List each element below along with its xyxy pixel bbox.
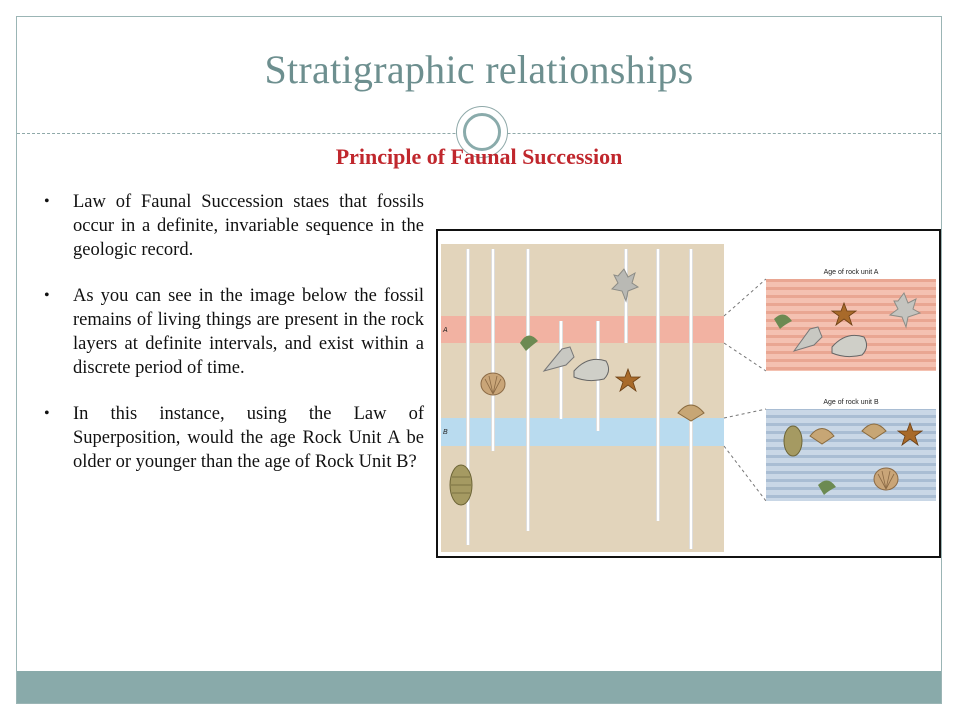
inset-rock-unit-a [766, 279, 936, 371]
bullet-item [44, 284, 424, 380]
bullet-text: Law of Faunal Succession staes that fossils occur in a definite, invariable sequence in the geologic record. [73, 192, 424, 260]
rock-column [441, 244, 724, 552]
footer-bar [17, 671, 941, 703]
scallop-shell-fossil-icon [481, 373, 505, 395]
bullet-text: As you can see in the image below the fossil remains of living things are present in the rock layers at definite intervals, and exist within a discrete period of time. [73, 286, 424, 378]
slide-subtitle: Principle of Faunal Succession [335, 144, 623, 169]
inset-a-title: Age of rock unit A [823, 269, 879, 276]
trilobite-fossil-icon [450, 465, 472, 505]
inset-b-title: Age of rock unit B [823, 399, 879, 406]
bullet-dot-icon: • [44, 287, 50, 304]
slide-title: Stratigraphic relationships [264, 47, 694, 92]
rock-unit-b-layer [441, 418, 724, 446]
bullet-dot-icon: • [44, 193, 50, 210]
bullet-text: In this instance, using the Law of Superposition, would the age Rock Unit A be older or younger than the age of Rock Unit B? [73, 404, 424, 472]
bullet-dot-icon: • [44, 405, 50, 422]
figure-diagram [438, 231, 939, 556]
bullet-item [44, 190, 424, 262]
layer-a-label: A [443, 327, 448, 334]
bullet-list [44, 190, 424, 496]
bullet-item [44, 402, 424, 474]
rock-unit-a-layer [441, 316, 724, 343]
faunal-succession-figure [436, 229, 941, 558]
layer-b-label: B [443, 429, 448, 436]
connector-lines [724, 279, 766, 501]
